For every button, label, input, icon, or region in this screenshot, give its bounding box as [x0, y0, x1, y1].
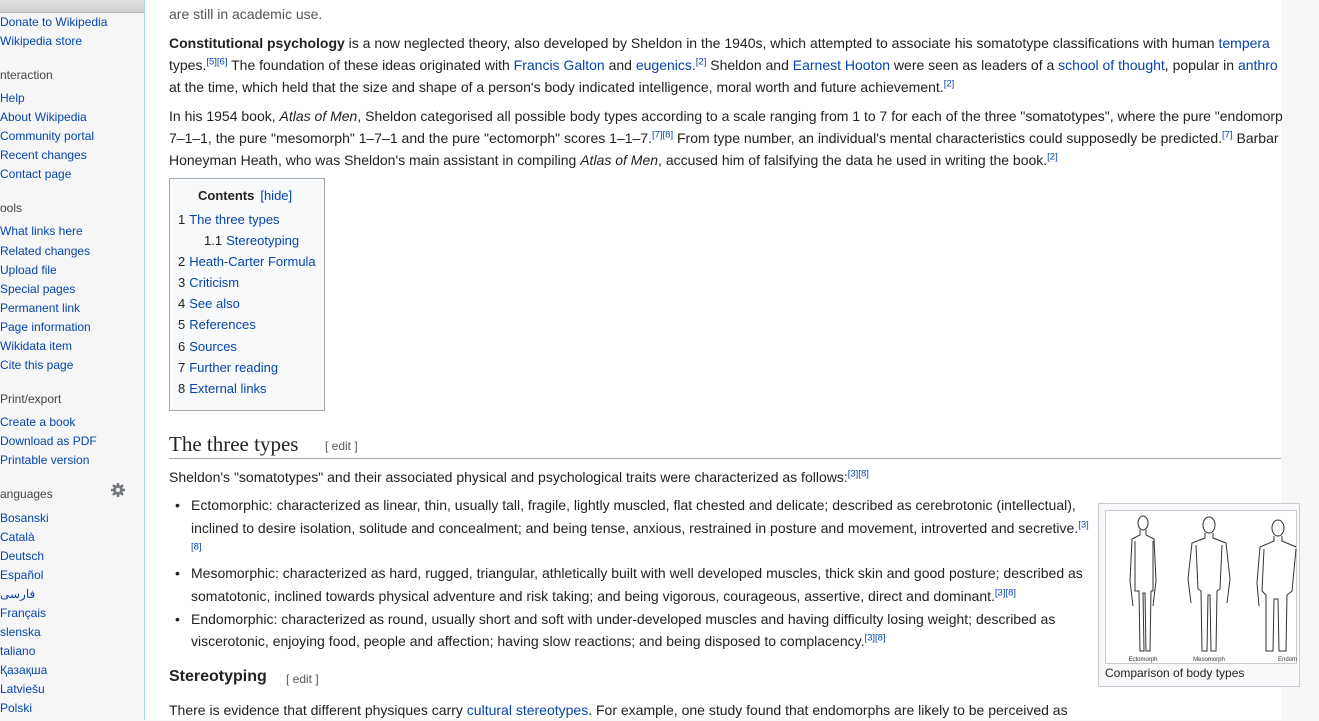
text: , popular in	[1164, 57, 1238, 73]
toc-number: 6	[178, 339, 186, 354]
sidebar-heading-tools: ools	[0, 201, 23, 215]
sidebar-item-wikidata[interactable]: Wikidata item	[0, 339, 73, 353]
sidebar-item-store[interactable]: Wikipedia store	[0, 34, 83, 48]
sidebar-item-recent-changes[interactable]: Recent changes	[0, 148, 87, 162]
link-eugenics[interactable]: eugenics	[635, 57, 692, 73]
toc-label[interactable]: Sources	[189, 339, 237, 354]
sidebar-item-upload-file[interactable]: Upload file	[0, 263, 57, 277]
sidebar-lang-farsi[interactable]: فارسی	[0, 587, 36, 601]
sidebar-item-donate[interactable]: Donate to Wikipedia	[0, 15, 108, 29]
list-item	[169, 494, 1089, 562]
citation[interactable]: [2]	[695, 56, 707, 68]
text: Sheldon and	[706, 57, 793, 73]
toc-label[interactable]: References	[189, 317, 256, 332]
toc-item-three-types[interactable]	[178, 212, 280, 227]
sidebar-item-about[interactable]: About Wikipedia	[0, 110, 87, 124]
body-figures-illustration	[1106, 511, 1296, 663]
sidebar-item-what-links-here[interactable]: What links here	[0, 224, 83, 238]
toc-number: 7	[178, 360, 186, 375]
link-earnest-hooton[interactable]: Earnest Hooton	[792, 57, 891, 73]
article-content	[144, 0, 1298, 720]
citation[interactable]: [2]	[943, 78, 955, 90]
text: , accused him of falsifying the data he used in writing the book.	[658, 152, 1048, 168]
subsection-heading-stereotyping: Stereotyping	[169, 668, 267, 685]
text: From type number, an individual's mental characteristics could supposedly be predicted.	[673, 130, 1223, 146]
toc-item-references[interactable]	[178, 317, 256, 332]
toc-label[interactable]: Further reading	[189, 360, 279, 375]
text: Barbar	[1232, 130, 1279, 146]
toc-title-text: Contents	[198, 188, 255, 203]
text: In his 1954 book,	[169, 108, 280, 124]
italic-title: Atlas of Men	[580, 152, 659, 168]
partial-paragraph: are still in academic use.	[169, 6, 323, 22]
sidebar-item-related-changes[interactable]: Related changes	[0, 244, 91, 258]
toc-label[interactable]: Stereotyping	[226, 233, 300, 248]
toc-number: 1.1	[204, 233, 223, 248]
sidebar-item-community-portal[interactable]: Community portal	[0, 129, 95, 143]
section-heading-three-types	[169, 430, 1281, 459]
toc-number: 3	[178, 275, 186, 290]
toc-title	[198, 188, 292, 203]
gear-icon[interactable]	[110, 482, 126, 498]
toc-label[interactable]: Heath-Carter Formula	[189, 254, 316, 269]
section-title: The three types	[169, 432, 299, 456]
text: were seen as leaders of a	[890, 57, 1059, 73]
list-item	[169, 608, 1089, 653]
citation[interactable]: [3][8]	[191, 518, 1089, 553]
sidebar	[0, 12, 144, 720]
sidebar-heading-languages: anguages	[0, 487, 53, 501]
link-school-of-thought[interactable]: school of thought	[1058, 57, 1165, 73]
citation[interactable]: [3][8]	[847, 468, 869, 480]
sidebar-lang-kazakh[interactable]: Қазақша	[0, 663, 48, 677]
citation[interactable]: [3][8]	[864, 632, 886, 644]
toc-label[interactable]: Criticism	[189, 275, 240, 290]
toc-number: 4	[178, 296, 186, 311]
link-francis-galton[interactable]: Francis Galton	[513, 57, 605, 73]
toc-number: 2	[178, 254, 186, 269]
sidebar-lang-latviesu[interactable]: Latviešu	[0, 682, 45, 696]
citation[interactable]: [7]	[1222, 129, 1233, 141]
toc-item-heath-carter[interactable]	[178, 254, 316, 269]
sidebar-lang-bosanski[interactable]: Bosanski	[0, 511, 49, 525]
sidebar-item-page-information[interactable]: Page information	[0, 320, 91, 334]
toc-number: 8	[178, 381, 186, 396]
text: Honeyman Heath, who was Sheldon's main assistant in compiling	[169, 152, 581, 168]
paragraph-constitutional-psychology	[169, 32, 1319, 98]
toc-item-criticism[interactable]	[178, 275, 239, 290]
toc-label[interactable]: See also	[189, 296, 240, 311]
subsection-edit-link[interactable]: [ edit ]	[286, 672, 319, 686]
sidebar-lang-deutsch[interactable]: Deutsch	[0, 549, 45, 563]
text: There is evidence that different physiques carry	[169, 702, 467, 718]
sidebar-lang-polski[interactable]: Polski	[0, 701, 33, 715]
text: , Sheldon categorised all possible body types according to a scale ranging from 1 to 7 for each of the three "somatotypes", where the pure "endomorp	[357, 108, 1283, 124]
image-label-ectomorph: Ectomorph	[1128, 657, 1158, 663]
text: Sheldon's "somatotypes" and their associated physical and psychological traits were characterized as follows:	[169, 469, 848, 485]
toc-number: 5	[178, 317, 186, 332]
bold-term: Constitutional psychology	[169, 35, 345, 51]
toc-label[interactable]: External links	[189, 381, 267, 396]
paragraph-somatotypes-intro	[169, 466, 1319, 488]
sidebar-item-special-pages[interactable]: Special pages	[0, 282, 76, 296]
sidebar-item-cite[interactable]: Cite this page	[0, 358, 74, 372]
text: types.	[169, 57, 207, 73]
text: at the time, which held that the size and shape of a person's body indicated intelligence, moral worth and future achievement.	[169, 79, 944, 95]
table-of-contents	[169, 178, 325, 411]
toc-item-external-links[interactable]	[178, 381, 267, 396]
citation[interactable]: [5][6]	[206, 56, 228, 68]
link-temperament[interactable]: tempera	[1218, 35, 1270, 51]
section-edit-link[interactable]: [ edit ]	[325, 439, 358, 453]
link-anthropology[interactable]: anthro	[1237, 57, 1278, 73]
citation[interactable]: [2]	[1047, 151, 1058, 163]
toc-hide-link[interactable]: [hide]	[260, 188, 293, 203]
sidebar-item-printable[interactable]: Printable version	[0, 453, 90, 467]
list-item-text: Ectomorphic: characterized as linear, thin, usually tall, fragile, lightly muscled, flat chested and delicate; described as cerebrotonic (intellectual), inclined to desire isolation, solitude and concealment; and being tense, anxious, restrained in posture and movement, introverted and secretive.	[191, 497, 1079, 536]
text: and	[604, 57, 636, 73]
toc-label[interactable]: The three types	[189, 212, 280, 227]
list-item	[169, 562, 1089, 607]
sidebar-item-download-pdf[interactable]: Download as PDF	[0, 434, 97, 448]
text: 7–1–1, the pure "mesomorph" 1–7–1 and the pure "ectomorph" scores 1–1–7.	[169, 130, 652, 146]
list-item-text: Mesomorphic: characterized as hard, rugged, triangular, athletically built with well developed muscles, thick skin and good posture; described as somatotonic, inclined towards physical adventure and risk taking; and being vigorous, courageous, assertive, direct and dominant.	[191, 565, 1083, 604]
paragraph-atlas-of-men	[169, 105, 1319, 171]
sidebar-lang-francais[interactable]: Français	[0, 606, 47, 620]
toc-item-further-reading[interactable]	[178, 360, 278, 375]
sidebar-lang-catala[interactable]: Català	[0, 530, 35, 544]
sidebar-heading-print: Print/export	[0, 392, 62, 406]
citation[interactable]: [7][8]	[651, 129, 674, 141]
sidebar-item-permanent-link[interactable]: Permanent link	[0, 301, 81, 315]
text: .	[691, 57, 696, 73]
text: is a now neglected theory, also developed by Sheldon in the 1940s, which attempted to associate his somatotype classifications with human	[344, 35, 1219, 51]
toc-number: 1	[178, 212, 186, 227]
sidebar-item-contact[interactable]: Contact page	[0, 167, 72, 181]
text: The foundation of these ideas originated with	[227, 57, 514, 73]
thumbnail-body-types	[1098, 503, 1300, 687]
somatotype-list	[169, 494, 1089, 653]
toc-item-sources[interactable]	[178, 339, 237, 354]
image-label-mesomorph: Mesomorph	[1193, 657, 1225, 663]
paragraph-stereotyping	[169, 699, 1319, 721]
sidebar-item-create-book[interactable]: Create a book	[0, 415, 76, 429]
sidebar-lang-italiano[interactable]: taliano	[0, 644, 36, 658]
list-item-text: Endomorphic: characterized as round, usually short and soft with under-developed muscles and having difficulty losing weight; described as viscerotonic, enjoying food, people and affection; having slow reactions; and being disposed to complacency.	[191, 610, 1056, 649]
sidebar-lang-islenska[interactable]: slenska	[0, 625, 41, 639]
sidebar-lang-espanol[interactable]: Español	[0, 568, 44, 582]
toc-item-see-also[interactable]	[178, 296, 240, 311]
body-types-image[interactable]	[1105, 510, 1297, 664]
sidebar-heading-interaction: nteraction	[0, 68, 53, 82]
citation[interactable]: [3][8]	[994, 586, 1017, 598]
toc-item-stereotyping[interactable]	[204, 233, 299, 248]
link-cultural-stereotypes[interactable]: cultural stereotypes	[466, 702, 589, 718]
sidebar-item-help[interactable]: Help	[0, 91, 25, 105]
thumbnail-caption: Comparison of body types	[1105, 666, 1245, 680]
italic-title: Atlas of Men	[279, 108, 358, 124]
image-label-endomorph: Endom	[1278, 657, 1298, 663]
text: . For example, one study found that endomorphs are likely to be perceived as	[588, 702, 1068, 718]
